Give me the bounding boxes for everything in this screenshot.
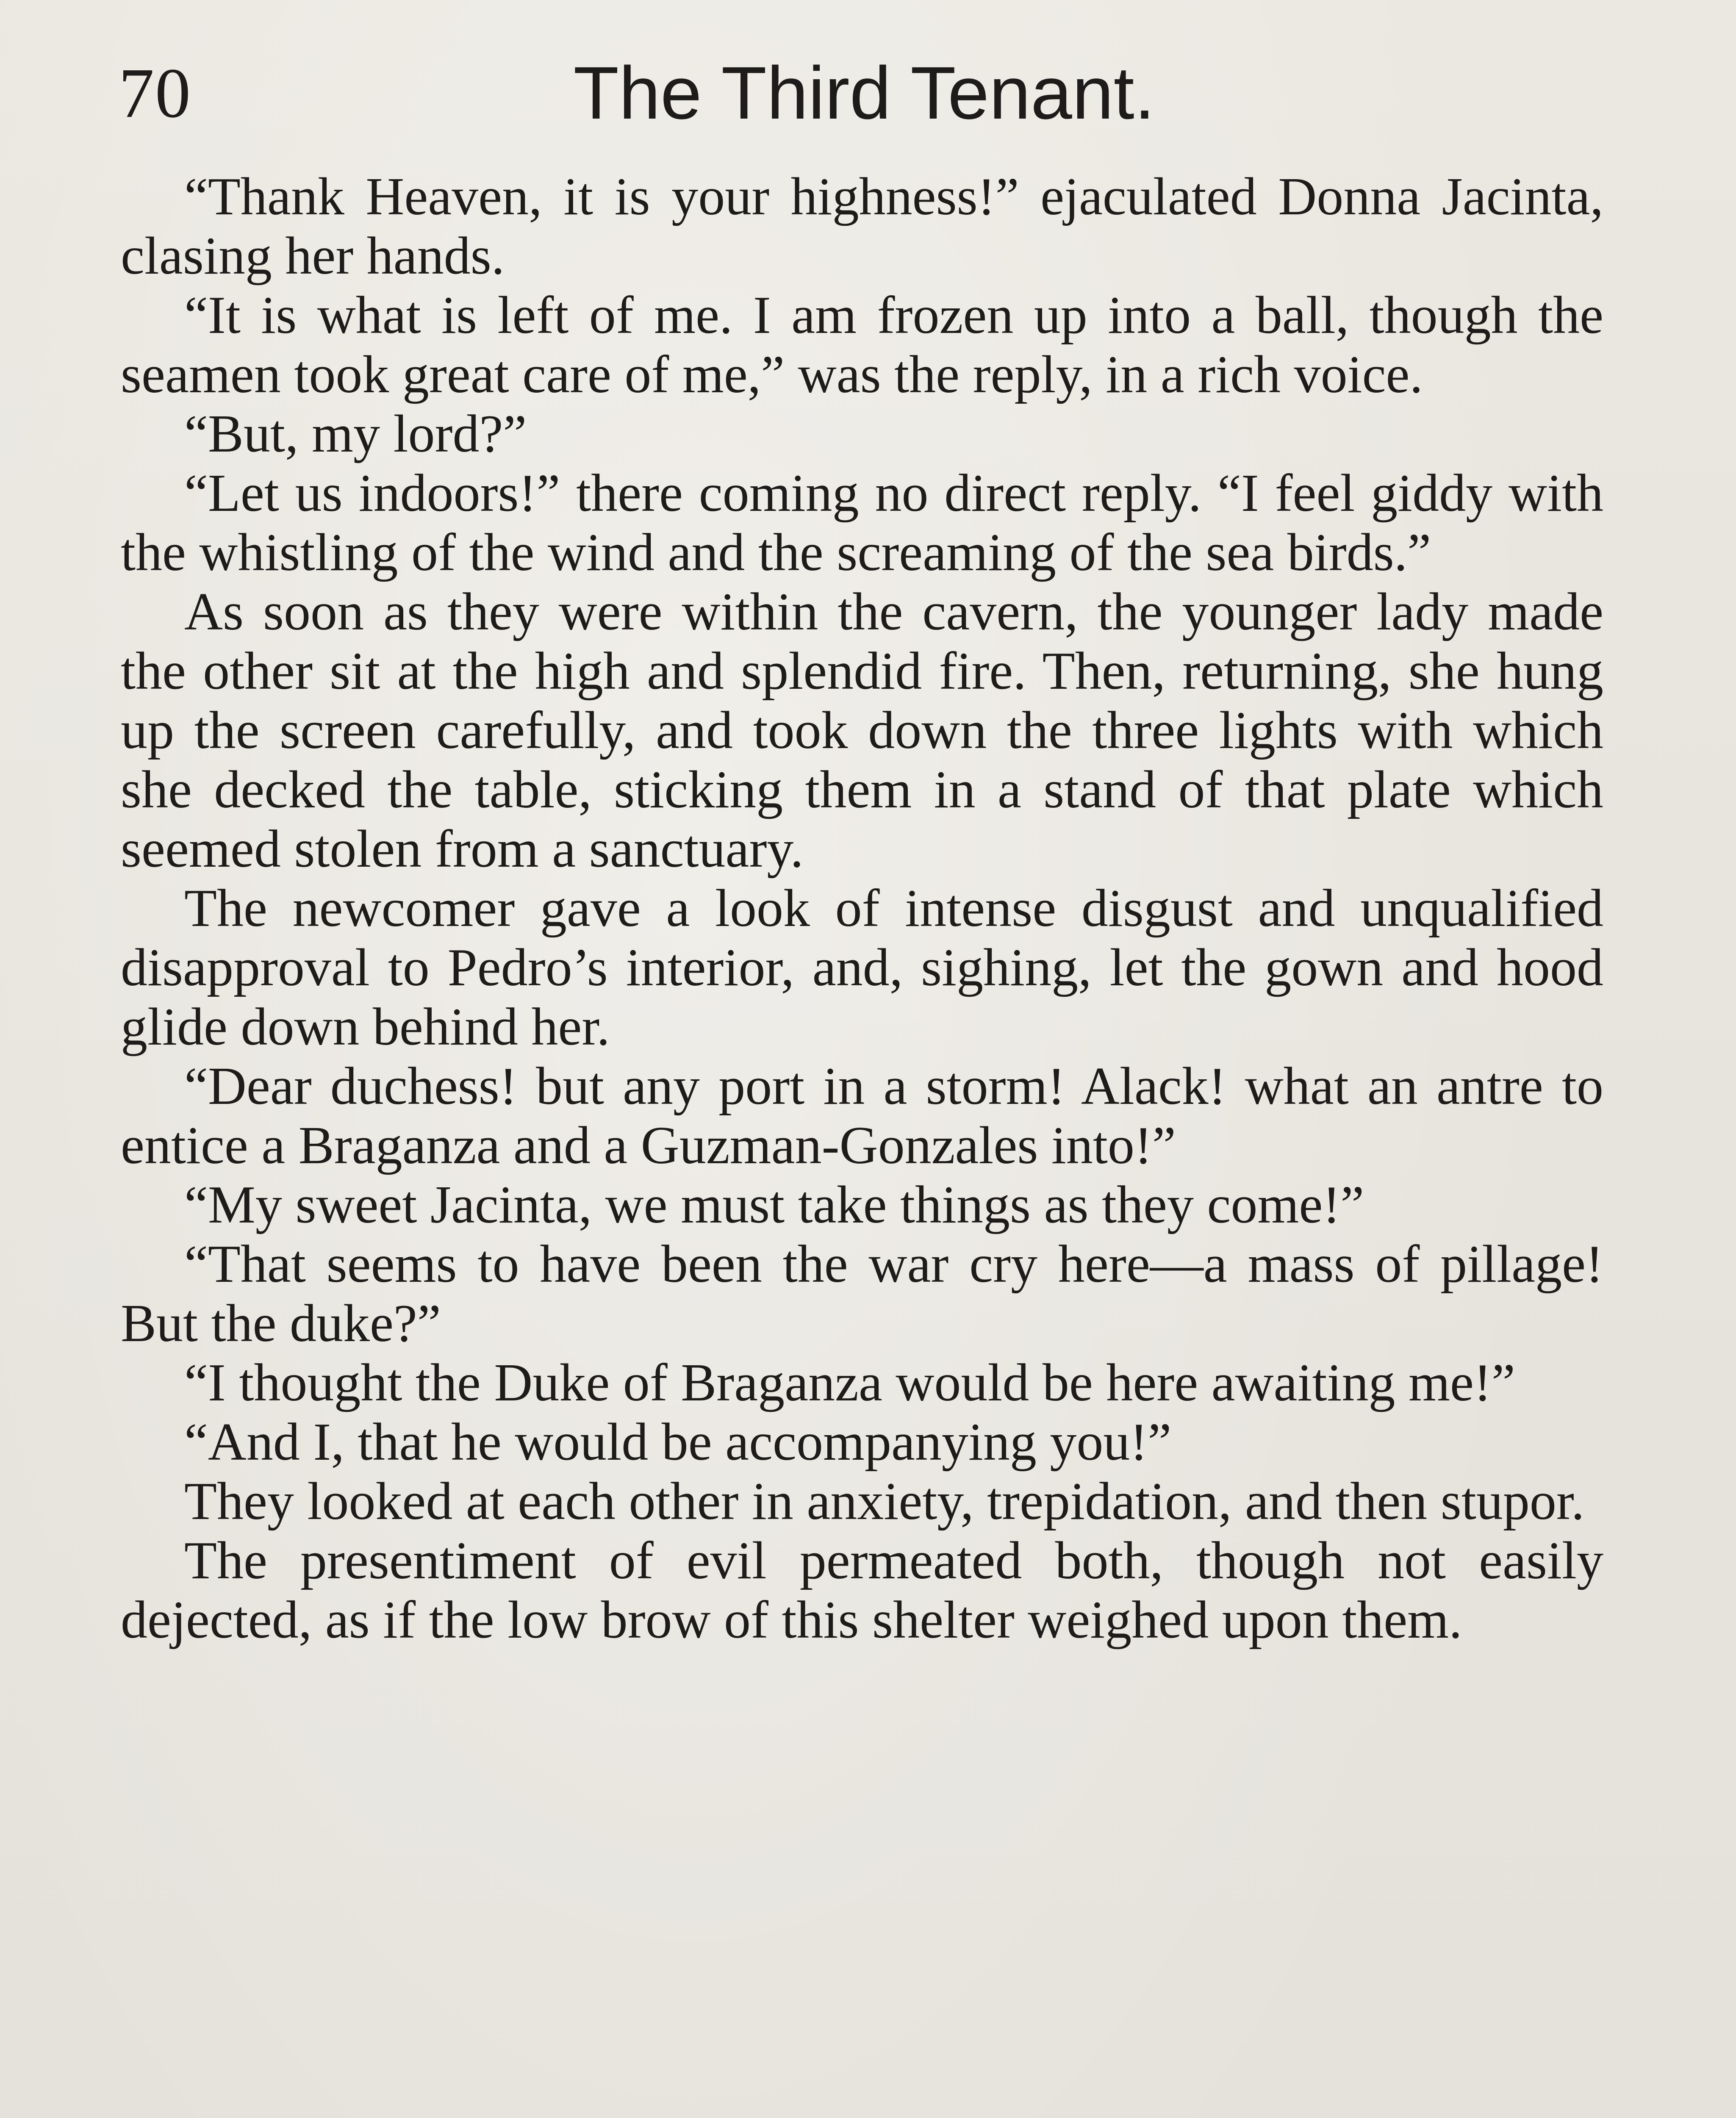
body-text bbox=[121, 167, 1603, 1650]
paragraph: “And I, that he would be accompanying you!” bbox=[184, 1413, 1172, 1472]
paragraph: “Let us indoors!” there coming no direct reply. “I feel giddy with the whistling of the wind and the screaming of the sea birds.” bbox=[121, 464, 1603, 582]
paragraph: “Dear duchess! but any port in a storm! Alack! what an antre to entice a Braganza and a Guzman-Gonzales into!” bbox=[121, 1057, 1603, 1175]
paragraph: As soon as they were within the cavern, the younger lady made the other sit at the high and splendid fire. Then, returning, she hung up the screen carefully, and took down the three lights with which she decked the table, sticking them in a stand of that plate which seemed stolen from a sanctuary. bbox=[121, 582, 1603, 879]
paragraph: The newcomer gave a look of intense disgust and unqualified disapproval to Pedro’s interior, and, sighing, let the gown and hood glide down behind her. bbox=[121, 879, 1603, 1056]
paragraph: The presentiment of evil permeated both, though not easily dejected, as if the low brow of this shelter weighed upon them. bbox=[121, 1531, 1603, 1649]
running-head: The Third Tenant. bbox=[573, 52, 1155, 135]
paragraph: “I thought the Duke of Braganza would be here awaiting me!” bbox=[184, 1353, 1515, 1412]
paragraph: “It is what is left of me. I am frozen up into a ball, though the seamen took great care of me,” was the reply, in a rich voice. bbox=[121, 286, 1603, 404]
page-number: 70 bbox=[119, 54, 191, 133]
paragraph: “My sweet Jacinta, we must take things as they come!” bbox=[184, 1175, 1364, 1234]
paragraph: “That seems to have been the war cry here—a mass of pillage! But the duke?” bbox=[121, 1235, 1603, 1353]
paragraph: They looked at each other in anxiety, trepidation, and then stupor. bbox=[184, 1472, 1585, 1531]
page-header bbox=[119, 51, 1610, 136]
paragraph: “Thank Heaven, it is your highness!” ejaculated Donna Jacinta, clasing her hands. bbox=[121, 167, 1603, 286]
paragraph: “But, my lord?” bbox=[184, 405, 527, 463]
